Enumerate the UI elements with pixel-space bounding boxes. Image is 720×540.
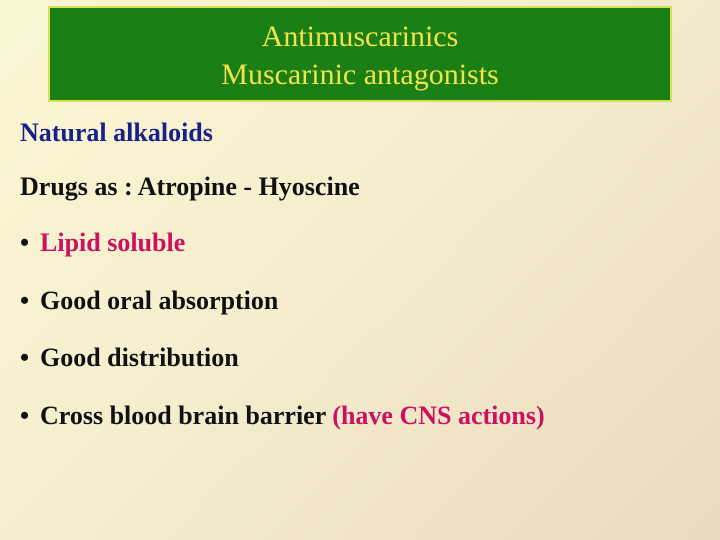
bullet-text: Lipid soluble [40,228,186,257]
bullet-icon: • [20,401,30,430]
bullet-item-distribution [20,341,239,375]
bullet-text: Good oral absorption [40,286,279,315]
bullet-text: Good distribution [40,343,239,372]
slide-subtitle: Muscarinic antagonists [221,58,499,91]
bullet-icon: • [20,286,30,315]
slide-title-box [48,6,672,102]
bullet-highlight: (have CNS actions) [332,401,545,430]
section-heading: Natural alkaloids [20,118,213,147]
bullet-item-blood-brain-barrier [20,399,545,433]
bullet-item-oral-absorption [20,284,278,318]
bullet-text: Cross blood brain barrier [40,401,333,430]
slide-title: Antimuscarinics [261,20,459,53]
bullet-icon: • [20,343,30,372]
drugs-line: Drugs as : Atropine - Hyoscine [20,172,360,201]
bullet-item-lipid-soluble [20,226,185,260]
bullet-icon: • [20,228,30,257]
